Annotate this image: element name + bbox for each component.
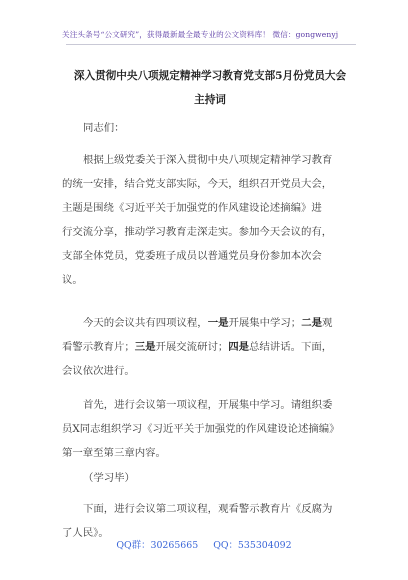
emphasis-run: 三是 (134, 341, 156, 353)
paragraph-line: 的统一安排，结合党支部实际，今天，组织召开党员大会， (62, 178, 333, 190)
salutation-text: 同志们： (83, 122, 125, 134)
salutation (62, 116, 352, 140)
emphasis-run: 二是 (301, 317, 322, 329)
paragraph-line: 首先，进行会议第一项议程，开展集中学习。请组织委 (83, 399, 333, 411)
paragraph-line: 支部全体党员，党委班子成员以普通党员身份参加本次会 (62, 250, 322, 262)
footer-qq: QQ：535304092 (213, 540, 292, 551)
paragraph-line: 员X同志组织学习《习近平关于加强党的作风建设论述摘编》 (62, 423, 340, 435)
paragraph-line: 了人民》。 (62, 527, 109, 539)
text-run: 开展集中学习； (228, 317, 302, 329)
footer-qq-group: QQ群：30265665 (116, 540, 199, 551)
paragraph-4 (62, 466, 352, 490)
paragraph-line: （学习毕） (83, 472, 135, 484)
header-divider (66, 44, 356, 45)
document-title-line2: 主持词 (194, 94, 226, 106)
text-run: 总结讲话。下面， (249, 341, 333, 353)
paragraph-3 (62, 393, 352, 465)
document-title-line1: 深入贯彻中央八项规定精神学习教育党支部5月份党员大会 (73, 70, 347, 82)
paragraph-line: 下面，进行会议第二项议程，观看警示教育片《反腐为 (83, 503, 333, 515)
paragraph-line: 主题是围绕《习近平关于加强党的作风建设论述摘编》进 (62, 202, 322, 214)
header-notice: 关注头条号“公文研究”，获得最新最全最专业的公文资料库！ 微信：gongwenyj (62, 30, 339, 39)
paragraph-line: 议。 (62, 274, 83, 286)
text-run: 看警示教育片； (62, 341, 135, 353)
paragraph-line (62, 335, 352, 359)
footer-contact (0, 537, 408, 551)
text-run: 今天的会议共有四项议程， (83, 317, 208, 329)
emphasis-run: 一是 (207, 317, 229, 329)
emphasis-run: 四是 (228, 341, 250, 353)
paragraph-line: 根据上级党委关于深入贯彻中央八项规定精神学习教育 (83, 154, 333, 166)
paragraph-line: 行交流分享，推动学习教育走深走实。参加今天会议的有， (62, 226, 333, 238)
text-run: 观 (321, 317, 333, 329)
paragraph-2 (62, 311, 352, 383)
paragraph-line (62, 311, 352, 335)
paragraph-line: 第一章至第三章内容。 (62, 447, 166, 459)
paragraph-line: 会议依次进行。 (62, 365, 135, 377)
text-run: 开展交流研讨； (155, 341, 229, 353)
paragraph-1 (62, 148, 352, 292)
